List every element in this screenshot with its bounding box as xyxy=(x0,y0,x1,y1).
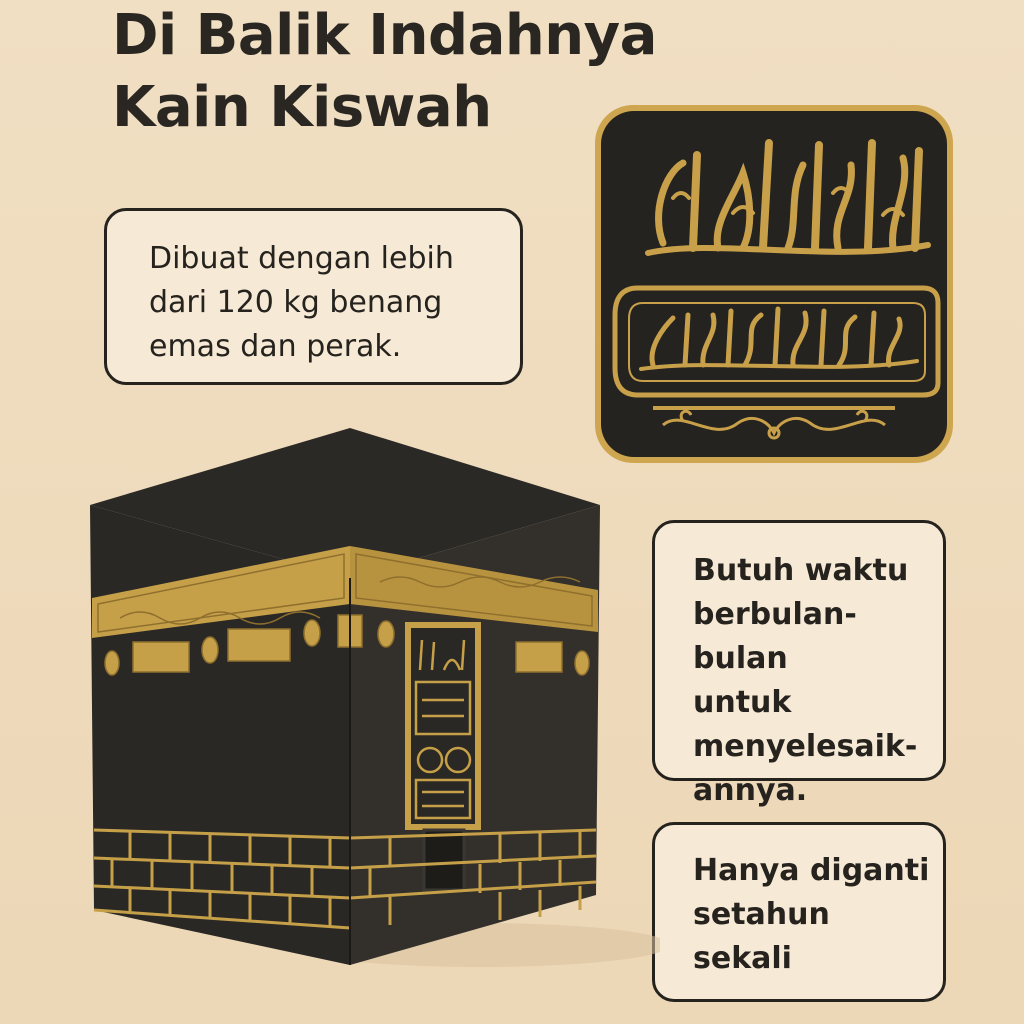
fact-card-gold-thread xyxy=(104,208,523,385)
page-title xyxy=(112,0,657,144)
fact-line: berbulan-bulan xyxy=(693,597,857,676)
fact-card-duration xyxy=(652,520,946,808)
fact-line: Dibuat dengan lebih xyxy=(149,241,454,276)
fact-line: emas dan perak. xyxy=(149,329,402,364)
title-line-2: Kain Kiswah xyxy=(112,75,492,140)
fact-card-replacement xyxy=(652,822,946,1002)
title-line-1: Di Balik Indahnya xyxy=(112,3,657,68)
fact-line: dari 120 kg benang xyxy=(149,285,443,320)
kaaba-illustration xyxy=(60,420,660,980)
fact-line: menyelesaik- xyxy=(693,729,918,764)
fact-line: Butuh waktu xyxy=(693,553,909,588)
fact-line: annya. xyxy=(693,773,808,808)
fact-line: untuk xyxy=(693,685,792,720)
calligraphy-panel-icon xyxy=(593,103,955,465)
fact-line: Hanya diganti xyxy=(693,853,930,888)
fact-line: sekali xyxy=(693,941,792,976)
kaaba-door xyxy=(424,830,464,890)
fact-line: setahun xyxy=(693,897,830,932)
